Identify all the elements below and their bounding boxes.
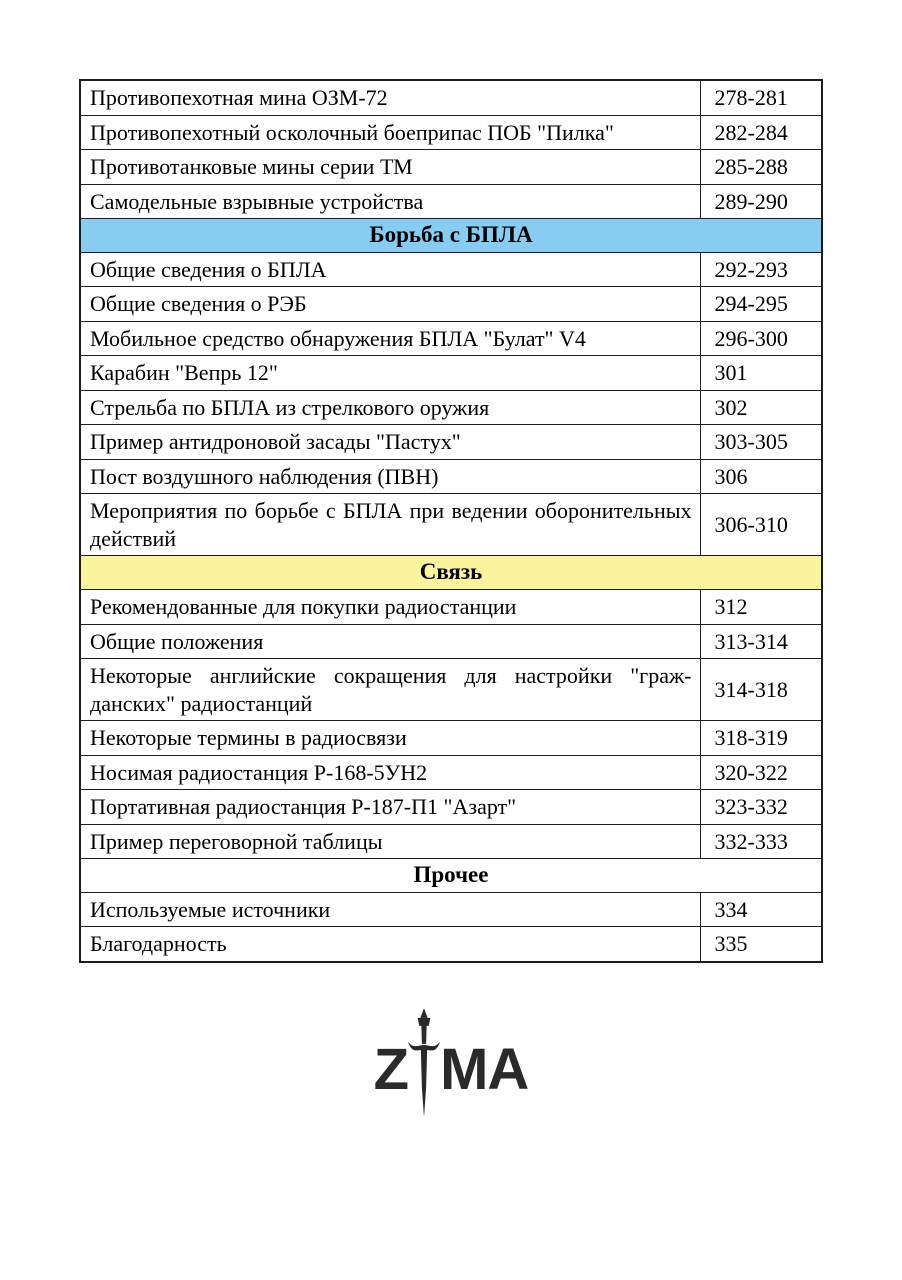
- toc-entry-pages: 318-319: [700, 721, 822, 756]
- toc-entry-title: Карабин "Вепрь 12": [80, 356, 700, 391]
- toc-entry-row: [80, 755, 822, 790]
- toc-entry-row: [80, 321, 822, 356]
- toc-entry-row: [80, 115, 822, 150]
- toc-entry-title: Пост воздушного наблюдения (ПВН): [80, 459, 700, 494]
- toc-entry-row: [80, 252, 822, 287]
- toc-entry-title: Противопехотный осколочный боеприпас ПОБ "Пилка": [80, 115, 700, 150]
- toc-entry-row: [80, 184, 822, 219]
- toc-entry-pages: 314-318: [700, 659, 822, 721]
- toc-entry-pages: 312: [700, 590, 822, 625]
- toc-entry-title: Рекомендованные для покупки радиостанции: [80, 590, 700, 625]
- toc-entry-pages: 332-333: [700, 824, 822, 859]
- toc-entry-title: Общие сведения о БПЛА: [80, 252, 700, 287]
- section-header-row: [80, 556, 822, 590]
- toc-entry-title: Пример переговорной таблицы: [80, 824, 700, 859]
- section-header-cell: Борьба с БПЛА: [80, 219, 822, 253]
- toc-entry-row: [80, 927, 822, 962]
- toc-entry-pages: 294-295: [700, 287, 822, 322]
- toc-entry-row: [80, 287, 822, 322]
- toc-entry-row: [80, 590, 822, 625]
- toc-entry-title: Мероприятия по борьбе с БПЛА при ведении оборонительных действий: [80, 494, 700, 556]
- toc-entry-pages: 289-290: [700, 184, 822, 219]
- toc-entry-title: Противопехотная мина ОЗМ-72: [80, 80, 700, 115]
- toc-entry-pages: 323-332: [700, 790, 822, 825]
- toc-entry-row: [80, 659, 822, 721]
- toc-entry-title: Стрельба по БПЛА из стрелкового оружия: [80, 390, 700, 425]
- toc-entry-row: [80, 624, 822, 659]
- logo-text-right: MA: [440, 1036, 529, 1102]
- toc-entry-title: Используемые источники: [80, 892, 700, 927]
- toc-entry-title: Общие положения: [80, 624, 700, 659]
- toc-entry-row: [80, 824, 822, 859]
- toc-entry-pages: 292-293: [700, 252, 822, 287]
- toc-entry-pages: 296-300: [700, 321, 822, 356]
- toc-entry-row: [80, 494, 822, 556]
- toc-entry-pages: 306: [700, 459, 822, 494]
- toc-entry-title: Самодельные взрывные устройства: [80, 184, 700, 219]
- toc-entry-row: [80, 356, 822, 391]
- toc-entry-pages: 303-305: [700, 425, 822, 460]
- toc-entry-pages: 285-288: [700, 150, 822, 185]
- toc-entry-title: Благодарность: [80, 927, 700, 962]
- toc-entry-pages: 320-322: [700, 755, 822, 790]
- zima-logo: [374, 1021, 529, 1119]
- toc-entry-title: Некоторые термины в радиосвязи: [80, 721, 700, 756]
- toc-entry-row: [80, 150, 822, 185]
- toc-entry-pages: 302: [700, 390, 822, 425]
- section-header-cell: Прочее: [80, 859, 822, 893]
- toc-entry-pages: 335: [700, 927, 822, 962]
- toc-entry-row: [80, 892, 822, 927]
- toc-entry-title: Противотанковые мины серии ТМ: [80, 150, 700, 185]
- toc-table-body: [80, 80, 822, 962]
- toc-entry-row: [80, 459, 822, 494]
- section-header-row: [80, 219, 822, 253]
- logo-text-left: Z: [373, 1036, 409, 1102]
- toc-entry-row: [80, 80, 822, 115]
- section-header-row: [80, 859, 822, 893]
- toc-entry-pages: 282-284: [700, 115, 822, 150]
- toc-entry-pages: 306-310: [700, 494, 822, 556]
- toc-table: [79, 79, 823, 963]
- toc-entry-title: Общие сведения о РЭБ: [80, 287, 700, 322]
- toc-entry-pages: 278-281: [700, 80, 822, 115]
- toc-entry-pages: 313-314: [700, 624, 822, 659]
- sword-icon: [407, 1007, 441, 1119]
- toc-entry-title: Носимая радиостанция Р-168-5УН2: [80, 755, 700, 790]
- toc-entry-row: [80, 390, 822, 425]
- toc-entry-pages: 334: [700, 892, 822, 927]
- toc-entry-row: [80, 425, 822, 460]
- toc-entry-pages: 301: [700, 356, 822, 391]
- toc-entry-title: Мобильное средство обнаружения БПЛА "Булат" V4: [80, 321, 700, 356]
- toc-entry-row: [80, 790, 822, 825]
- document-page: [0, 79, 902, 1280]
- toc-entry-title: Портативная радиостанция Р-187-П1 "Азарт": [80, 790, 700, 825]
- toc-entry-row: [80, 721, 822, 756]
- toc-entry-title: Пример антидроновой засады "Пастух": [80, 425, 700, 460]
- toc-entry-title: Некоторые английские сокращения для настройки "гражданских" радиостанций: [80, 659, 700, 721]
- section-header-cell: Связь: [80, 556, 822, 590]
